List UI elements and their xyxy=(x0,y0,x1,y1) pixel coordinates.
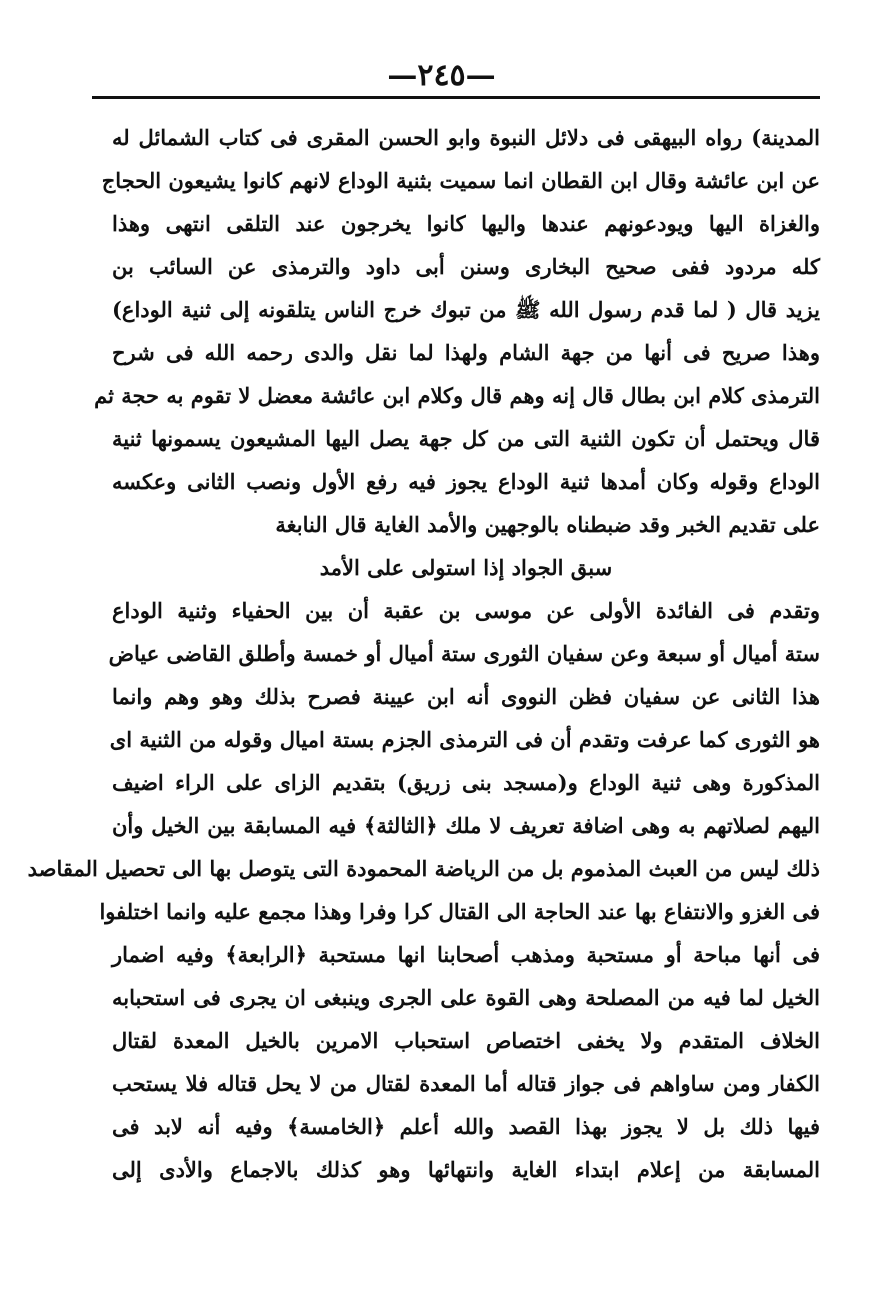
text-line: على تقديم الخبر وقد ضبطناه بالوجهين والأمد الغاية قال النابغة xyxy=(275,512,820,537)
text-line: الخلاف المتقدم ولا يخفى اختصاص استحباب الامرين بالخيل المعدة لقتال xyxy=(112,1028,820,1053)
text-line: فى أنها مباحة أو مستحبة ومذهب أصحابنا انها مستحبة ﴿الرابعة﴾ وفيه اضمار xyxy=(112,942,820,967)
text-line: وتقدم فى الفائدة الأولى عن موسى بن عقبة أن بين الحفياء وثنية الوداع xyxy=(112,598,820,623)
text-line: الخيل لما فيه من المصلحة وهى القوة على الجرى وينبغى ان يجرى فى استحبابه xyxy=(112,985,820,1010)
text-body xyxy=(27,116,820,1191)
text-line: المدينة) رواه البيهقى فى دلائل النبوة وابو الحسن المقرى فى كتاب الشمائل له xyxy=(112,125,820,150)
verse-line: سبق الجواد إذا استولى على الأمد xyxy=(319,555,613,580)
text-line: الوداع وقوله وكان أمدها ثنية الوداع يجوز فيه رفع الأول ونصب الثانى وعكسه xyxy=(112,469,820,494)
page-number: —٢٤٥— xyxy=(387,58,496,93)
header-rule xyxy=(92,96,820,99)
text-line: والغزاة اليها ويودعونهم عندها واليها كانوا يخرجون عند التلقى انتهى وهذا xyxy=(112,211,820,236)
text-line: كله مردود ففى صحيح البخارى وسنن أبى داود والترمذى عن السائب بن xyxy=(112,254,820,279)
text-line: الترمذى كلام ابن بطال قال إنه وهم قال وكلام ابن عائشة معضل لا تقوم به حجة ثم xyxy=(94,383,820,408)
text-line: قال ويحتمل أن تكون الثنية التى من كل جهة يصل اليها المشيعون يسمونها ثنية xyxy=(112,426,820,451)
text-line: فى الغزو والانتفاع بها عند الحاجة الى القتال كرا وفرا وهذا مجمع عليه وانما اختلفوا xyxy=(99,899,820,924)
text-line: وهذا صريح فى أنها من جهة الشام ولهذا لما نقل والدى رحمه الله فى شرح xyxy=(112,340,820,365)
text-line: عن ابن عائشة وقال ابن القطان انما سميت بثنية الوداع لانهم كانوا يشيعون الحجاج xyxy=(101,168,820,193)
text-line: المسابقة من إعلام ابتداء الغاية وانتهائها وهو كذلك بالاجماع والأدى إلى xyxy=(112,1157,820,1182)
text-line: هذا الثانى عن سفيان فظن النووى أنه ابن عيينة فصرح بذلك وهو وهم وانما xyxy=(112,684,820,709)
text-line: هو الثورى كما عرفت وتقدم أن فى الترمذى الجزم بستة اميال وقوله من الثنية اى xyxy=(109,727,820,752)
text-line: اليهم لصلاتهم به وهى اضافة تعريف لا ملك ﴿الثالثة﴾ فيه المسابقة بين الخيل وأن xyxy=(112,813,820,838)
text-line: ستة أميال أو سبعة وعن سفيان الثورى ستة أميال أو خمسة وأطلق القاضى عياض xyxy=(108,641,820,666)
text-line: ذلك ليس من العبث المذموم بل من الرياضة المحمودة التى يتوصل بها الى تحصيل المقاصد xyxy=(27,856,820,881)
text-line: الكفار ومن ساواهم فى جواز قتاله أما المعدة لقتال من لا يحل قتاله فلا يستحب xyxy=(112,1071,820,1096)
text-line: فيها ذلك بل لا يجوز بهذا القصد والله أعلم ﴿الخامسة﴾ وفيه أنه لابد فى xyxy=(112,1114,820,1139)
text-line: يزيد قال ( لما قدم رسول الله ﷺ من تبوك خرج الناس يتلقونه إلى ثنية الوداع) xyxy=(112,297,820,322)
text-line: المذكورة وهى ثنية الوداع و(مسجد بنى زريق) بتقديم الزاى على الراء اضيف xyxy=(112,770,820,795)
